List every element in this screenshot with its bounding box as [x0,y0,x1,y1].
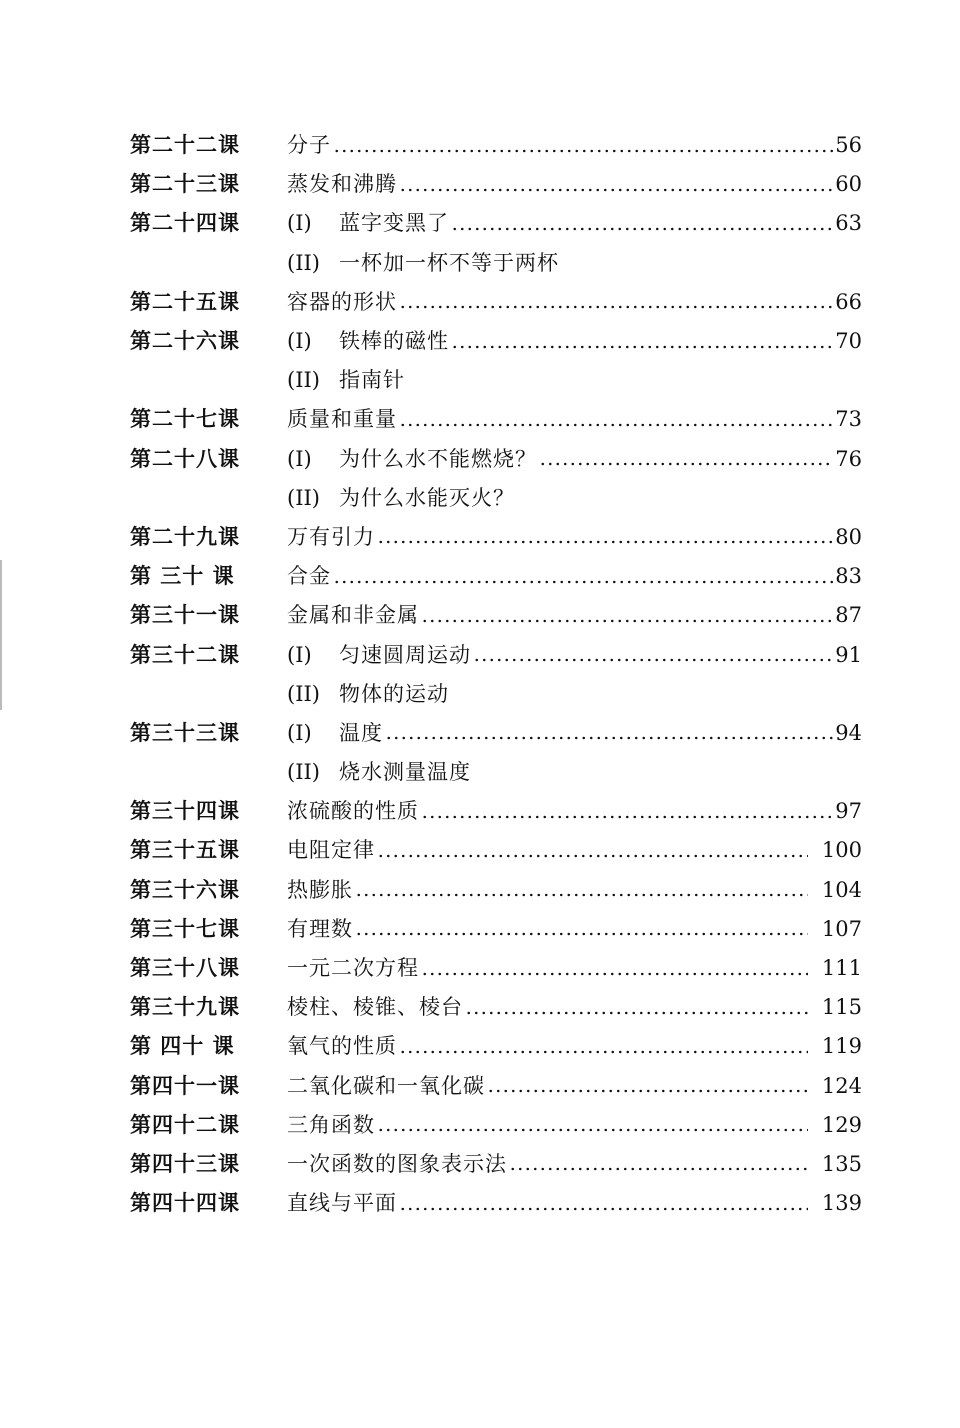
dot-leader [333,149,833,153]
lesson-number: 第三十四课 [130,799,240,824]
page-number: 80 [835,524,862,549]
lesson-number: 第三十六课 [130,877,240,902]
dot-leader [473,658,833,662]
entry-title: 三角函数 [287,1112,375,1137]
page-number: 91 [835,642,862,667]
page-number: 100 [821,838,862,863]
dot-leader [399,423,833,427]
entry-title: 为什么水不能燃烧？ [339,446,537,471]
scan-edge-line [0,560,2,710]
toc-entry [130,714,862,753]
lesson-number: 第 四十 课 [130,1034,235,1059]
entry-title: 热膨胀 [287,877,353,902]
toc-entry [130,126,862,165]
toc-entry [130,910,862,949]
part-marker: (I) [287,211,312,236]
entry-title: 匀速圆周运动 [339,642,471,667]
dot-leader [355,893,808,897]
table-of-contents [130,126,862,1223]
toc-entry [130,635,862,674]
lesson-number: 第三十七课 [130,916,240,941]
part-marker: (I) [287,720,312,745]
dot-leader [333,580,833,584]
page-number: 63 [835,211,862,236]
dot-leader [487,1089,808,1093]
toc-entry [130,1184,862,1223]
lesson-number: 第四十二课 [130,1112,240,1137]
toc-entry [130,244,862,283]
toc-entry [130,1027,862,1066]
dot-leader [377,540,833,544]
page-number: 115 [821,995,862,1020]
page-number: 66 [835,289,862,314]
page-number: 76 [835,446,862,471]
toc-entry [130,400,862,439]
lesson-number: 第三十八课 [130,956,240,981]
part-marker: (II) [287,368,320,393]
toc-entry [130,988,862,1027]
lesson-number: 第二十六课 [130,329,240,354]
page-number: 73 [835,407,862,432]
dot-leader [451,345,833,349]
dot-leader [399,305,833,309]
page-number: 60 [835,172,862,197]
dot-leader [451,227,833,231]
toc-entry [130,831,862,870]
page-number: 87 [835,603,862,628]
toc-entry [130,792,862,831]
entry-title: 蒸发和沸腾 [287,172,397,197]
toc-entry [130,322,862,361]
toc-entry [130,675,862,714]
entry-title: 二氧化碳和一氧化碳 [287,1073,485,1098]
entry-title: 为什么水能灭火？ [339,485,515,510]
page-number: 124 [821,1073,862,1098]
part-marker: (II) [287,681,320,706]
entry-title: 浓硫酸的性质 [287,799,419,824]
part-marker: (II) [287,485,320,510]
entry-title: 一元二次方程 [287,956,419,981]
entry-title: 一杯加一杯不等于两杯 [339,250,559,275]
entry-title: 铁棒的磁性 [339,329,449,354]
page-number: 129 [821,1112,862,1137]
dot-leader [399,1207,808,1211]
entry-title: 一次函数的图象表示法 [287,1151,507,1176]
toc-entry [130,283,862,322]
lesson-number: 第三十三课 [130,720,240,745]
lesson-number: 第三十二课 [130,642,240,667]
toc-entry [130,596,862,635]
lesson-number: 第二十三课 [130,172,240,197]
lesson-number: 第二十五课 [130,289,240,314]
entry-title: 金属和非金属 [287,603,419,628]
lesson-number: 第二十八课 [130,446,240,471]
dot-leader [539,462,833,466]
entry-title: 有理数 [287,916,353,941]
entry-title: 质量和重量 [287,407,397,432]
entry-title: 分子 [287,133,331,158]
entry-title: 合金 [287,564,331,589]
lesson-number: 第二十七课 [130,407,240,432]
toc-entry [130,1067,862,1106]
toc-entry [130,949,862,988]
lesson-number: 第四十三课 [130,1151,240,1176]
lesson-number: 第二十四课 [130,211,240,236]
page-number: 83 [835,564,862,589]
lesson-number: 第四十一课 [130,1073,240,1098]
dot-leader [377,854,808,858]
lesson-number: 第二十二课 [130,133,240,158]
part-marker: (I) [287,329,312,354]
page-number: 135 [821,1151,862,1176]
entry-title: 万有引力 [287,524,375,549]
part-marker: (II) [287,250,320,275]
toc-entry [130,204,862,243]
toc-entry [130,557,862,596]
part-marker: (II) [287,760,320,785]
dot-leader [421,815,833,819]
toc-entry [130,1106,862,1145]
entry-title: 烧水测量温度 [339,760,471,785]
entry-title: 棱柱、棱锥、棱台 [287,995,463,1020]
toc-entry [130,518,862,557]
entry-title: 蓝字变黑了 [339,211,449,236]
dot-leader [399,1050,808,1054]
dot-leader [355,932,808,936]
entry-title: 容器的形状 [287,289,397,314]
dot-leader [465,1011,808,1015]
part-marker: (I) [287,446,312,471]
page-number: 139 [821,1191,862,1216]
page-number: 111 [821,956,862,981]
lesson-number: 第三十五课 [130,838,240,863]
toc-entry [130,753,862,792]
part-marker: (I) [287,642,312,667]
page-number: 119 [821,1034,862,1059]
entry-title: 温度 [339,720,383,745]
dot-leader [509,1167,808,1171]
entry-title: 电阻定律 [287,838,375,863]
page-number: 104 [821,877,862,902]
lesson-number: 第 三十 课 [130,564,235,589]
entry-title: 指南针 [339,368,405,393]
lesson-number: 第二十九课 [130,524,240,549]
lesson-number: 第四十四课 [130,1191,240,1216]
lesson-number: 第三十一课 [130,603,240,628]
dot-leader [377,1128,808,1132]
toc-entry [130,871,862,910]
entry-title: 物体的运动 [339,681,449,706]
dot-leader [421,972,808,976]
dot-leader [399,188,833,192]
dot-leader [385,736,833,740]
dot-leader [421,619,833,623]
toc-entry [130,1145,862,1184]
entry-title: 直线与平面 [287,1191,397,1216]
toc-entry [130,165,862,204]
page-number: 56 [835,133,862,158]
page-number: 97 [835,799,862,824]
lesson-number: 第三十九课 [130,995,240,1020]
toc-entry [130,361,862,400]
page-number: 107 [821,916,862,941]
entry-title: 氧气的性质 [287,1034,397,1059]
page-number: 70 [835,329,862,354]
toc-entry [130,440,862,479]
page-number: 94 [835,720,862,745]
toc-entry [130,479,862,518]
